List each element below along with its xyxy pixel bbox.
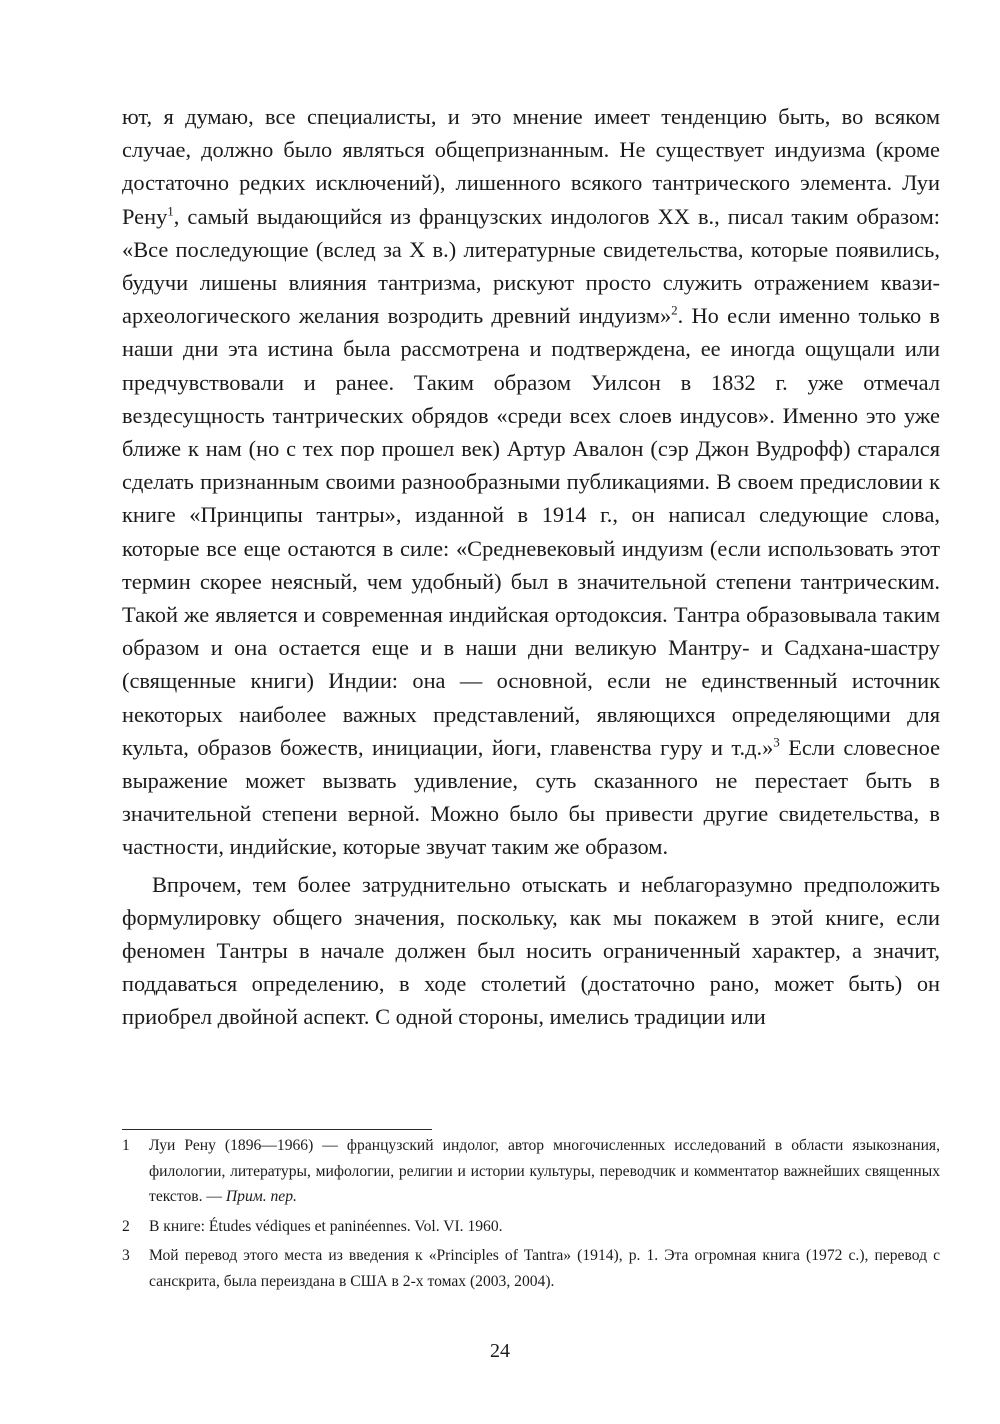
page-number: 24 bbox=[490, 1340, 510, 1362]
footnote bbox=[122, 1133, 940, 1210]
footnotes bbox=[122, 1133, 940, 1299]
footnote-text: В книге: Études védiques et paninéennes. Vol. VI. 1960. bbox=[149, 1217, 503, 1235]
footnote-divider bbox=[122, 1129, 432, 1130]
text-segment: Впрочем, тем более затруднительно отыскать и неблагоразумно предположить формулировку общего значения, поскольку, как мы покажем в этой книге, если феномен Тантры в начале должен был носить ограниченный характер, а значит, поддаваться определению, в ходе столетий (достаточно рано, может быть) он приобрел двойной аспект. С одной стороны, имелись традиции или bbox=[122, 871, 940, 1030]
footnote-text: Луи Рену (1896—1966) — французский индолог, автор многочисленных исследований в области языкознания, филологии, литературы, мифологии, религии и истории культуры, переводчик и комментатор важнейших священных текстов. — bbox=[149, 1137, 940, 1206]
footnote-number: 2 bbox=[122, 1217, 130, 1235]
footnote-number: 1 bbox=[122, 1137, 130, 1154]
footnote-note: Прим. пер. bbox=[225, 1188, 297, 1206]
footnote-ref: 3 bbox=[773, 734, 780, 750]
footnote-number: 3 bbox=[122, 1247, 130, 1265]
paragraph bbox=[122, 100, 940, 864]
text-segment: Если словесное выражение может вызвать удивление, суть сказанного не перестает быть в значительной степени верной. Можно было бы привести другие свидетельства, в частности, индийские, которые звучат таким же образом. bbox=[122, 734, 941, 860]
text-segment: ют, я думаю, все специалисты, и это мнение имеет тенденцию быть, во всяком случае, должно было являться общепризнанным. Не существует индуизма (кроме достаточно редких исключений), лишенного всякого тантрического элемента. Луи Рену bbox=[122, 104, 940, 229]
paragraph bbox=[122, 868, 940, 1034]
text-segment: , самый выдающийся из французских индологов XX в., писал таким образом: «Все последующие (вслед за X в.) литературные свидетельства, которые появились, будучи лишены влияния тантризма, рискуют просто служить отражением квазиархеологического желания возродить древний индуизм» bbox=[122, 203, 940, 329]
footnote bbox=[122, 1243, 940, 1294]
main-text bbox=[122, 100, 940, 1034]
footnote bbox=[122, 1214, 940, 1240]
text-segment: . Но если именно только в наши дни эта истина была рассмотрена и подтверждена, ее иногда ощущали или предчувствовали и ранее. Таким образом Уилсон в 1832 г. уже отмечал вездесущность тантрических обрядов «среди всех слоев индусов». Именно это уже ближе к нам (но с тех пор прошел век) Артур Авалон (сэр Джон Вудрофф) старался сделать признанным своими разнообразными публикациями. В своем предисловии к книге «Принципы тантры», изданной в 1914 г., он написал следующие слова, которые все еще остаются в силе: «Средневековый индуизм (если использовать этот термин скорее неясный, чем удобный) был в значительной степени тантрическим. Такой же является и современная индийская ортодоксия. Тантра образовывала таким образом и она остается еще и в наши дни великую Мантру- и Садхана-шастру (священные книги) Индии: она — основной, если не единственный источник некоторых наиболее важных представлений, являющихся определяющими для культа, образов божеств, инициации, йоги, главенства гуру и т.д.» bbox=[122, 303, 940, 760]
footnote-ref: 1 bbox=[167, 203, 174, 219]
footnote-ref: 2 bbox=[671, 302, 678, 318]
footnote-text: Мой перевод этого места из введения к «Principles of Tantra» (1914), p. 1. Эта огромная книга (1972 с.), перевод с санскрита, была переиздана в США в 2-х томах (2003, 2004). bbox=[149, 1247, 940, 1290]
